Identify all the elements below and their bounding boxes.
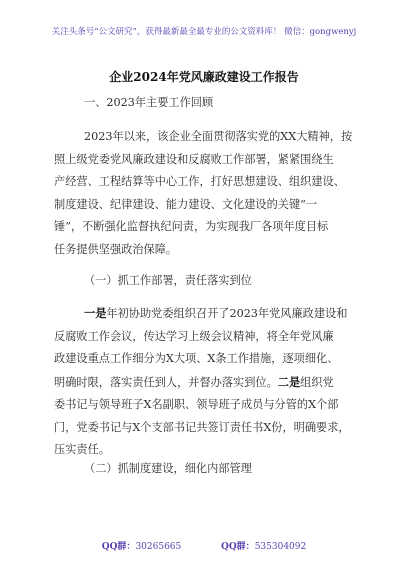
paragraph-text: 组织党 — [300, 375, 334, 389]
paragraph-line: 任务提供坚强政治保障。 — [54, 242, 178, 256]
paragraph-line: 制度建设、纪律建设、能力建设、文化建设的关键“一 — [54, 197, 318, 211]
paragraph-text: 年初协助党委组织召开了2023年党风廉政建设和 — [106, 307, 348, 320]
header-promo-note: 关注头条号“公文研究”，获得最新最全最专业的公文资料库！ 微信：gongwenyj — [51, 27, 357, 37]
qq-group-label: QQ群： — [101, 542, 136, 552]
section-heading: 一、2023年主要工作回顾 — [84, 96, 214, 109]
paragraph-line: 委书记与领导班子X名副职、领导班子成员与分管的X个部 — [54, 398, 339, 411]
paragraph-line: 锤”，不断强化监督执纪问责，为实现我厂各项年度目标 — [54, 220, 329, 233]
paragraph-text: 明确时限，落实责任到人，并督办落实到位。 — [54, 375, 278, 389]
document-title: 企业2024年党风廉政建设工作报告 — [109, 70, 299, 84]
lead-marker: 一是 — [84, 306, 107, 320]
qq-group-label: QQ群： — [221, 542, 255, 552]
paragraph-line: 门，党委书记与X个支部书记共签订责任书X份，明确要求， — [54, 420, 350, 434]
paragraph-line — [54, 371, 358, 395]
footer-contact — [0, 539, 408, 552]
paragraph-line: 政建设重点工作细分为X大项、X条工作措施，逐项细化、 — [54, 352, 339, 365]
qq-group-number: 535304092 — [254, 542, 307, 552]
paragraph-line — [54, 302, 358, 326]
subsection-paragraph — [54, 302, 358, 462]
paragraph-line: 反腐败工作会议，传达学习上级会议精神，将全年党风廉 — [54, 329, 334, 343]
intro-paragraph — [54, 126, 358, 261]
paragraph-line: 照上级党委党风廉政建设和反腐败工作部署，紧紧围绕生 — [54, 152, 334, 166]
subsection-heading: （二）抓制度建设，细化内部管理 — [84, 462, 252, 475]
paragraph-line: 压实责任。 — [54, 443, 110, 456]
lead-marker: 二是 — [277, 374, 301, 389]
paragraph-line: 2023年以来，该企业全面贯彻落实党的XX大精神，按 — [84, 130, 353, 143]
subsection-heading: （一）抓工作部署，责任落实到位 — [84, 274, 252, 287]
qq-group-number: 30265665 — [135, 542, 182, 552]
paragraph-line: 产经营、工程结算等中心工作，打好思想建设、组织建设、 — [54, 175, 345, 188]
